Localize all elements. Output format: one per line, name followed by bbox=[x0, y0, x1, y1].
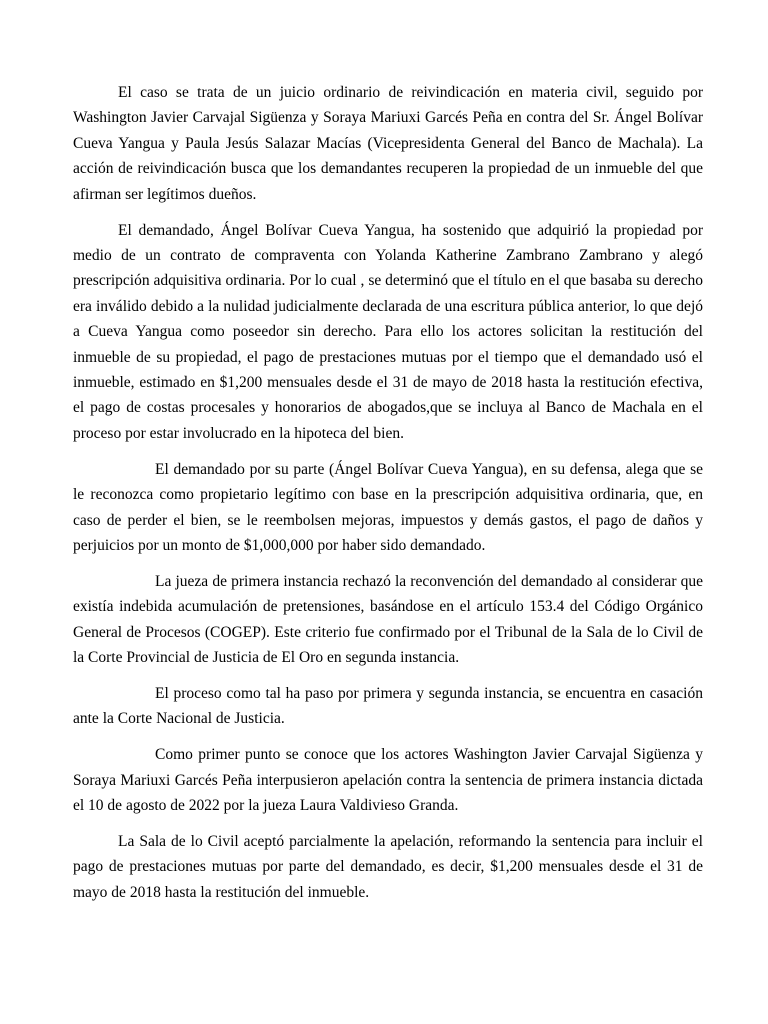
paragraph-process-status: El proceso como tal ha paso por primera y segunda instancia, se encuentra en casación ante la Corte Nacional de Justicia. bbox=[73, 684, 703, 728]
paragraph-appeal: Como primer punto se conoce que los actores Washington Javier Carvajal Sigüenza y Soraya Mariuxi Garcés Peña interpusieron apelación contra la sentencia de primera instancia dictada el 10 de agosto de 2022 por la jueza Laura Valdivieso Granda. bbox=[73, 746, 703, 815]
paragraph-defendant-defense: El demandado por su parte (Ángel Bolívar Cueva Yangua), en su defensa, alega que se le reconozca como propietario legítimo con base en la prescripción adquisitiva ordinaria, que, en caso de perder el bien, se le reembolsen mejoras, impuestos y demás gastos, el pago de daños y perjuicios por un monto de $1,000,000 por haber sido demandado. bbox=[73, 460, 703, 554]
paragraph-first-instance-ruling: La jueza de primera instancia rechazó la reconvención del demandado al considerar que existía indebida acumulación de pretensiones, basándose en el artículo 153.4 del Código Orgánico General de Procesos (COGEP). Este criterio fue confirmado por el Tribunal de la Sala de lo Civil de la Corte Provincial de Justicia de El Oro en segunda instancia. bbox=[73, 572, 703, 667]
document-page bbox=[73, 80, 703, 916]
paragraph-defendant-claims: El demandado, Ángel Bolívar Cueva Yangua, ha sostenido que adquirió la propiedad por medio de un contrato de compraventa con Yolanda Katherine Zambrano Zambrano y alegó prescripción adquisitiva ordinaria. Por lo cual , se determinó que el título en el que basaba su derecho era inválido debido a la nulidad judicialmente declarada de una escritura pública anterior, lo que dejó a Cueva Yangua como poseedor sin derecho. Para ello los actores solicitan la restitución del inmueble de su propiedad, el pago de prestaciones mutuas por el tiempo que el demandado usó el inmueble, estimado en $1,200 mensuales desde el 31 de mayo de 2018 hasta la restitución efectiva, el pago de costas procesales y honorarios de abogados,que se incluya al Banco de Machala en el proceso por estar involucrado en la hipoteca del bien. bbox=[73, 221, 703, 442]
paragraph-case-summary: El caso se trata de un juicio ordinario de reivindicación en materia civil, seguido por Washington Javier Carvajal Sigüenza y Soraya Mariuxi Garcés Peña en contra del Sr. Ángel Bolívar Cueva Yangua y Paula Jesús Salazar Macías (Vicepresidenta General del Banco de Machala). La acción de reivindicación busca que los demandantes recuperen la propiedad de un inmueble del que afirman ser legítimos dueños. bbox=[73, 84, 703, 203]
paragraph-appeal-result: La Sala de lo Civil aceptó parcialmente la apelación, reformando la sentencia para incluir el pago de prestaciones mutuas por parte del demandado, es decir, $1,200 mensuales desde el 31 de mayo de 2018 hasta la restitución del inmueble. bbox=[73, 832, 703, 901]
